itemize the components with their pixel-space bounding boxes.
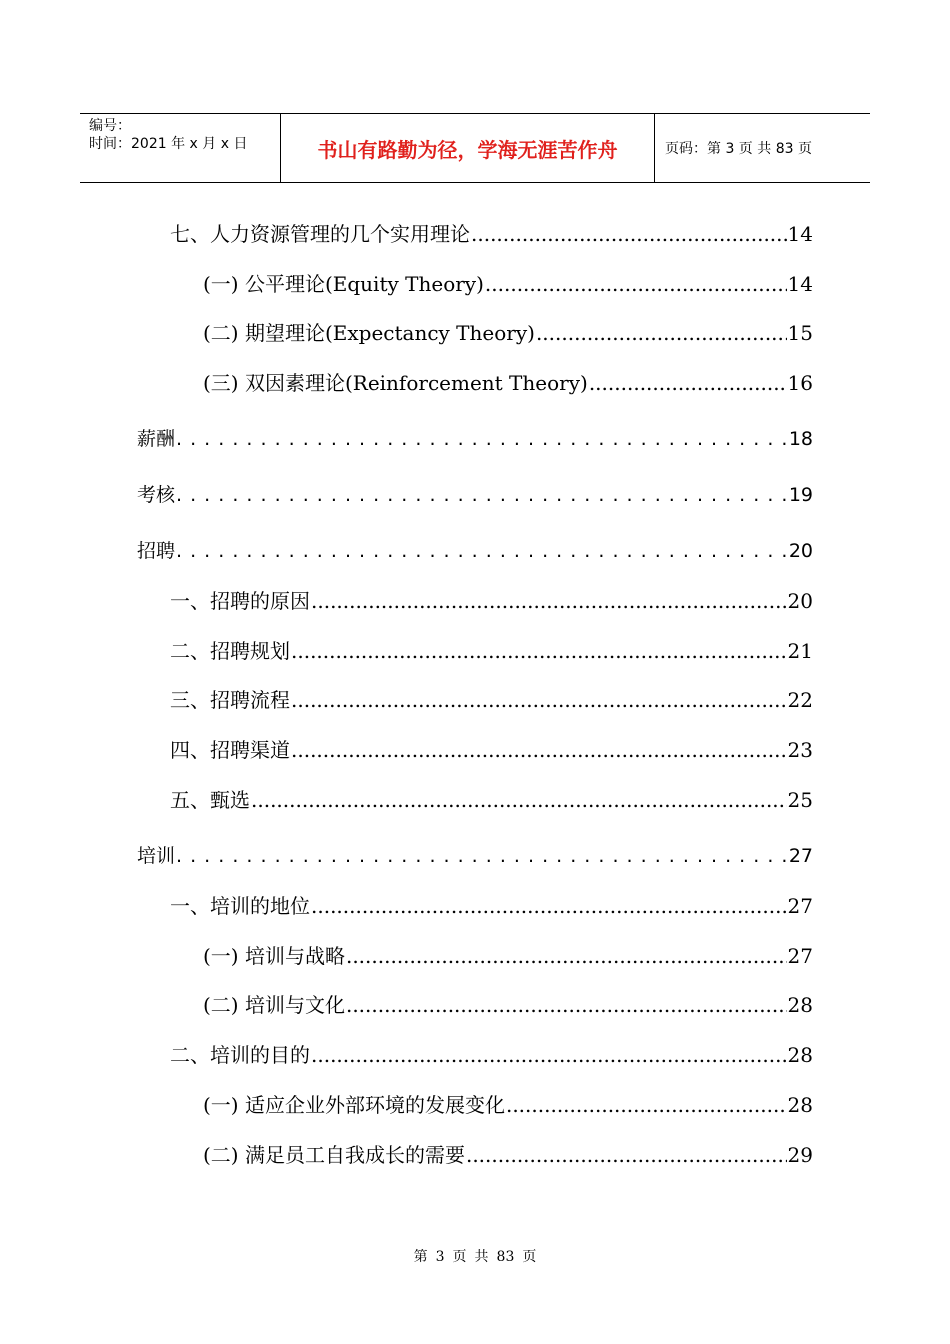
footer-ye2: 页 xyxy=(522,1249,537,1265)
toc-leader xyxy=(176,841,788,871)
toc-entry-page: 27 xyxy=(787,894,813,918)
page-header xyxy=(80,113,870,183)
toc-leader xyxy=(466,1140,787,1170)
toc-entry[interactable] xyxy=(170,685,813,715)
toc-entry-title: (二) 培训与文化 xyxy=(203,993,345,1017)
toc-entry[interactable] xyxy=(170,1040,813,1070)
toc-leader xyxy=(311,1040,787,1070)
toc-entry-page: 28 xyxy=(787,1093,813,1117)
toc-entry-title: 二、培训的目的 xyxy=(170,1043,310,1067)
toc-entry-title: 薪酬 xyxy=(137,428,176,450)
toc-leader xyxy=(176,480,788,510)
toc-entry[interactable] xyxy=(137,536,813,566)
toc-entry-title: 一、招聘的原因 xyxy=(170,589,310,613)
toc-leader xyxy=(291,685,787,715)
document-number-label: 编号： xyxy=(89,118,131,134)
toc-leader xyxy=(176,536,788,566)
toc-entry[interactable] xyxy=(170,586,813,616)
toc-entry-title: 培训 xyxy=(137,845,176,867)
footer-ye: 页 xyxy=(452,1249,467,1265)
toc-entry-title: (二) 期望理论(Expectancy Theory) xyxy=(203,321,535,345)
toc-leader xyxy=(346,990,787,1020)
toc-entry-page: 14 xyxy=(787,272,813,296)
toc-entry[interactable] xyxy=(137,480,813,510)
toc-entry-page: 29 xyxy=(787,1143,813,1167)
footer-di: 第 xyxy=(413,1249,428,1265)
toc-leader xyxy=(176,424,788,454)
toc-entry-title: 四、招聘渠道 xyxy=(170,738,290,762)
toc-entry-title: (一) 公平理论(Equity Theory) xyxy=(203,272,484,296)
toc-entry[interactable] xyxy=(203,1090,813,1120)
toc-leader xyxy=(251,785,787,815)
toc-entry-title: 五、甄选 xyxy=(170,788,250,812)
toc-entry-title: 考核 xyxy=(137,484,176,506)
toc-entry-title: (一) 培训与战略 xyxy=(203,944,345,968)
toc-leader xyxy=(291,636,787,666)
toc-entry-title: 招聘 xyxy=(137,540,176,562)
toc-entry-page: 19 xyxy=(788,484,813,506)
toc-leader xyxy=(291,735,787,765)
toc-entry-page: 21 xyxy=(787,639,813,663)
toc-leader xyxy=(346,941,787,971)
toc-entry-title: (三) 双因素理论(Reinforcement Theory) xyxy=(203,371,588,395)
toc-entry-page: 28 xyxy=(787,993,813,1017)
toc-entry-page: 27 xyxy=(787,944,813,968)
toc-entry-page: 14 xyxy=(787,222,813,246)
toc-entry[interactable] xyxy=(170,219,813,249)
toc-leader xyxy=(471,219,787,249)
toc-entry-page: 20 xyxy=(788,540,813,562)
toc-entry-page: 15 xyxy=(787,321,813,345)
toc-entry-title: 二、招聘规划 xyxy=(170,639,290,663)
toc-leader xyxy=(311,891,787,921)
toc-entry-title: (一) 适应企业外部环境的发展变化 xyxy=(203,1093,505,1117)
toc-entry[interactable] xyxy=(203,990,813,1020)
toc-entry-title: 三、招聘流程 xyxy=(170,688,290,712)
document-date: 时间：2021 年 x 月 x 日 xyxy=(89,136,248,152)
toc-entry[interactable] xyxy=(137,841,813,871)
toc-entry[interactable] xyxy=(203,1140,813,1170)
header-meta xyxy=(80,114,281,182)
toc-entry-page: 23 xyxy=(787,738,813,762)
toc-leader xyxy=(485,269,787,299)
toc-entry[interactable] xyxy=(170,636,813,666)
toc-entry-page: 18 xyxy=(788,428,813,450)
toc-entry[interactable] xyxy=(203,368,813,398)
toc-entry-page: 22 xyxy=(787,688,813,712)
page-footer xyxy=(0,1246,950,1266)
toc-leader xyxy=(536,318,787,348)
toc-entry[interactable] xyxy=(203,941,813,971)
toc-leader xyxy=(311,586,787,616)
toc-entry-title: 一、培训的地位 xyxy=(170,894,310,918)
toc-entry-title: 七、人力资源管理的几个实用理论 xyxy=(170,222,470,246)
toc-entry[interactable] xyxy=(137,424,813,454)
toc-entry-title: (二) 满足员工自我成长的需要 xyxy=(203,1143,465,1167)
toc-entry-page: 27 xyxy=(788,845,813,867)
toc-leader xyxy=(589,368,787,398)
toc-leader xyxy=(506,1090,787,1120)
toc-entry[interactable] xyxy=(170,735,813,765)
toc-entry-page: 16 xyxy=(787,371,813,395)
footer-gong: 共 xyxy=(474,1249,489,1265)
toc-entry[interactable] xyxy=(203,269,813,299)
toc-entry[interactable] xyxy=(170,891,813,921)
toc-entry-page: 25 xyxy=(787,788,813,812)
toc-entry-page: 28 xyxy=(787,1043,813,1067)
footer-total-pages: 83 xyxy=(496,1249,515,1265)
toc-entry[interactable] xyxy=(203,318,813,348)
header-motto: 书山有路勤为径，学海无涯苦作舟 xyxy=(281,114,655,182)
toc-entry[interactable] xyxy=(170,785,813,815)
header-page-info: 页码：第 3 页 共 83 页 xyxy=(665,141,812,157)
footer-page-number: 3 xyxy=(435,1249,445,1265)
toc-entry-page: 20 xyxy=(787,589,813,613)
